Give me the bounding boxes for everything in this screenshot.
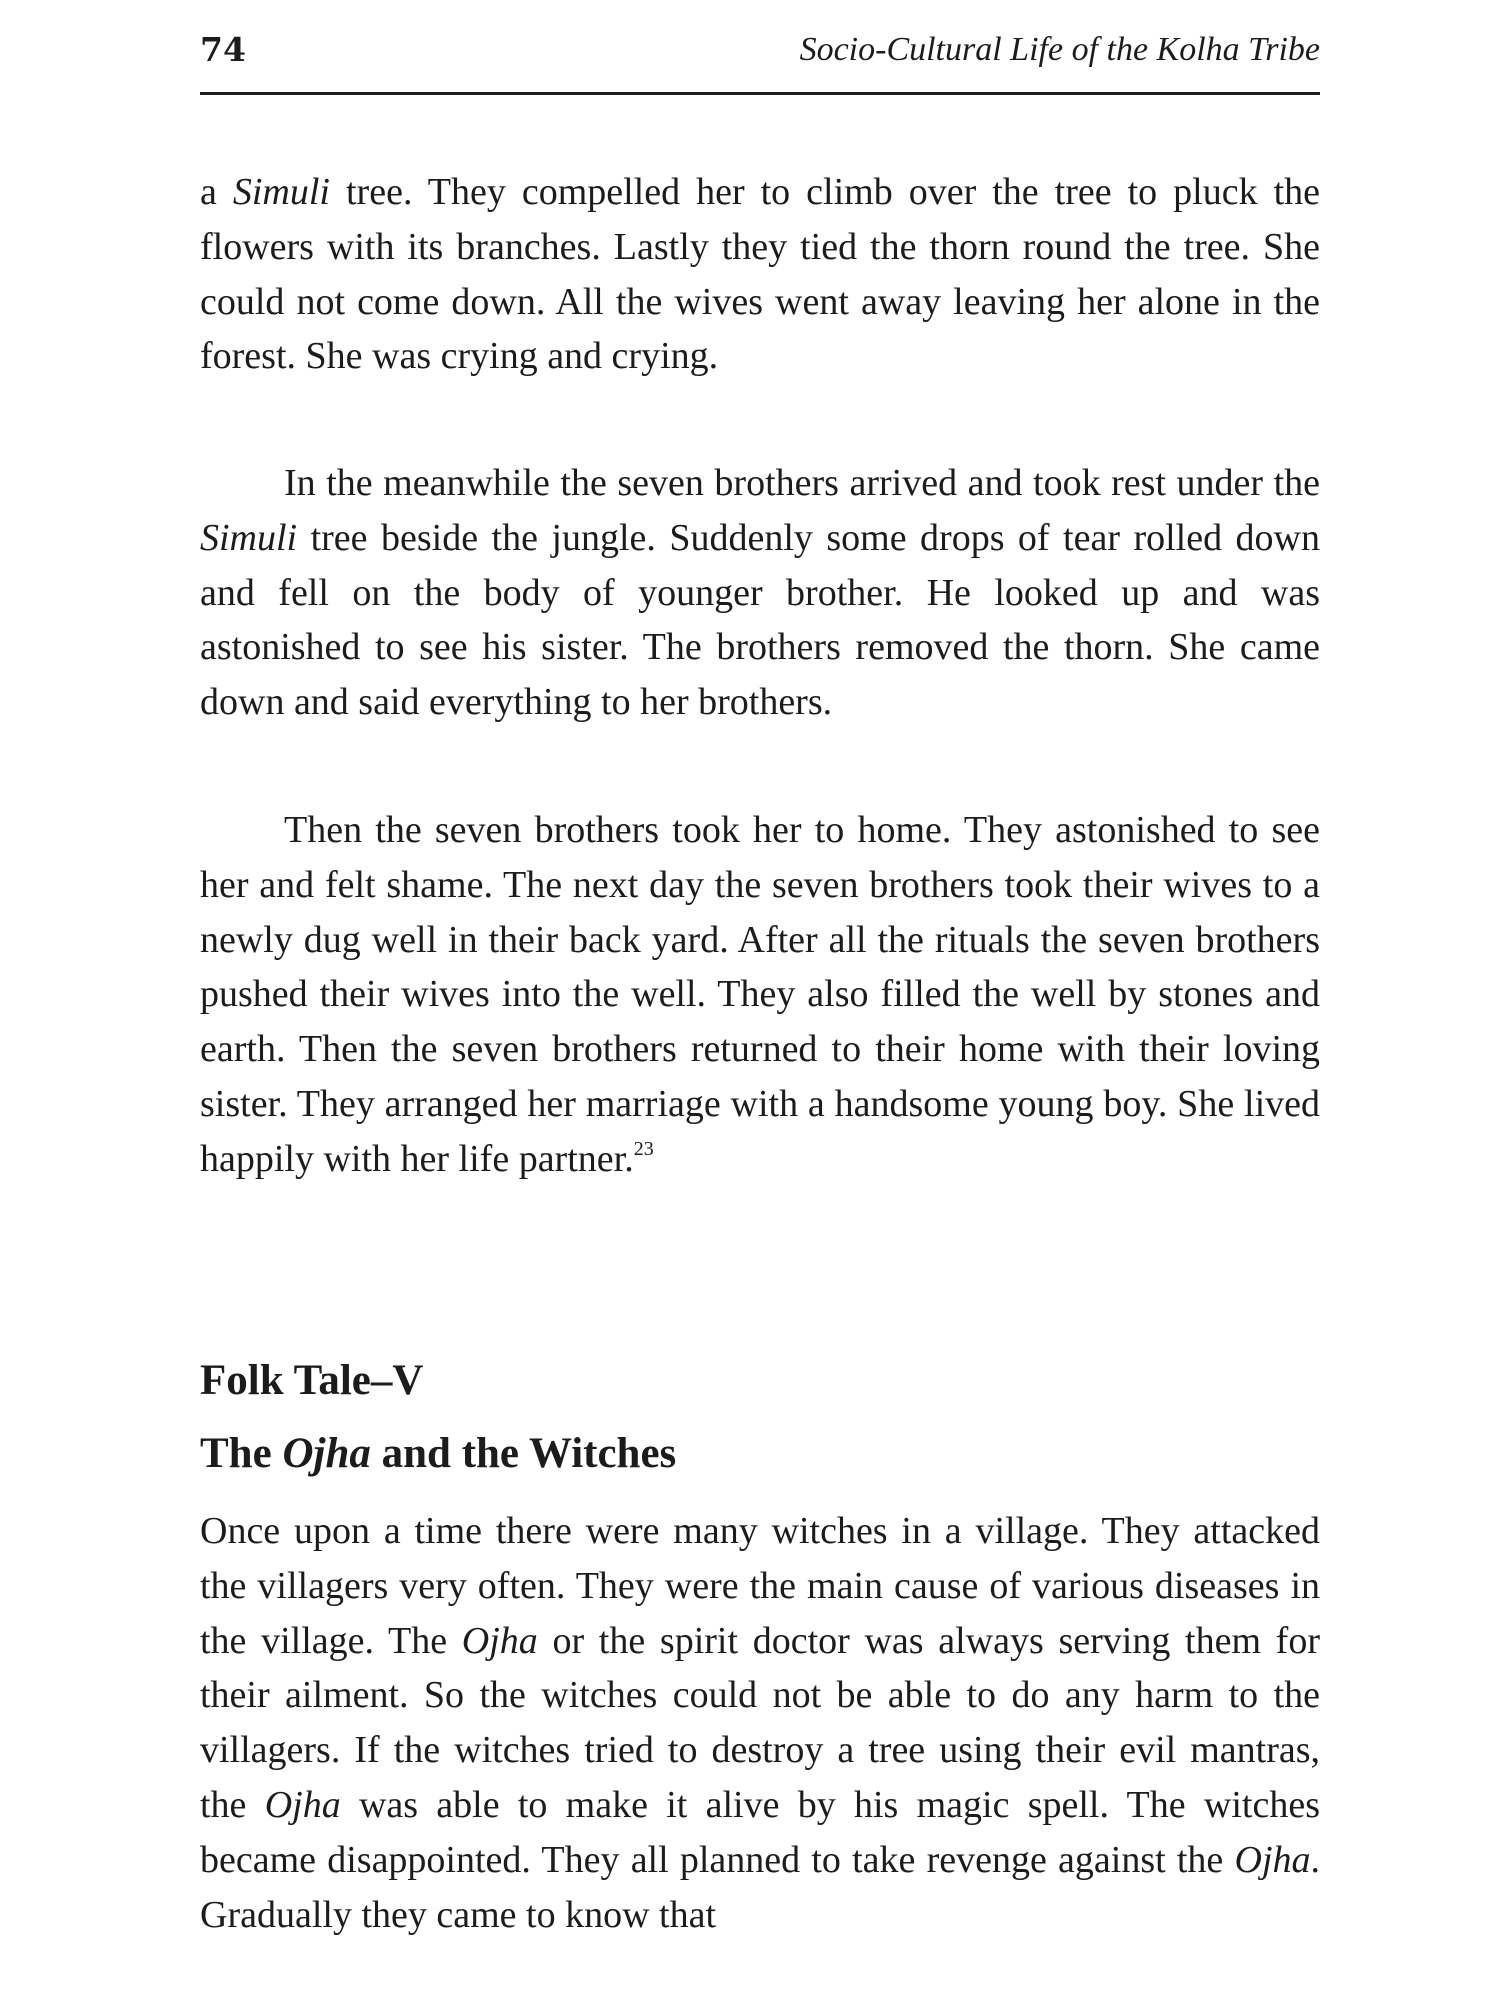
italic-term: Simuli bbox=[232, 171, 330, 213]
text-run: Then the seven brothers took her to home. They astonished to see her and felt shame. The next day the seven brothers took their wives to a newly dug well in their back yard. After all the rituals the seven brothers pushed their wives into the well. They also filled the well by stones and earth. Then the seven brothers returned to their home with their loving sister. They arranged her marriage with a handsome young boy. She lived happily with her life partner. bbox=[200, 809, 1320, 1180]
paragraph-3 bbox=[200, 803, 1320, 1187]
story-title bbox=[200, 1427, 676, 1481]
running-title: Socio-Cultural Life of the Kolha Tribe bbox=[799, 31, 1320, 68]
text-run: or the spirit doctor was always serving them for their ailment. So the witches could not be able to do any harm to the villagers. If the witches tried to destroy a tree using their evil mantras, the bbox=[200, 1619, 1320, 1826]
text-run: and the Witches bbox=[370, 1430, 677, 1477]
header-rule bbox=[200, 92, 1320, 95]
text-run: was able to make it alive by his magic spell. The witches became disappointed. They all planned to take revenge against the bbox=[200, 1783, 1320, 1881]
text-run: . Gradually they came to know that bbox=[200, 1838, 1320, 1936]
text-run: The bbox=[200, 1430, 283, 1477]
page-number: 74 bbox=[200, 30, 246, 69]
text-run: tree. They compelled her to climb over the tree to pluck the flowers with its branches. Lastly they tied the thorn round the tree. She could not come down. All the wives went away leaving her alone in the forest. She was crying and crying. bbox=[200, 171, 1320, 378]
italic-term: Simuli bbox=[200, 516, 298, 559]
text-run: a bbox=[200, 171, 233, 213]
italic-term: Ojha bbox=[461, 1619, 538, 1662]
footnote-marker: 23 bbox=[633, 1137, 654, 1160]
running-header bbox=[200, 30, 1320, 90]
paragraph-4 bbox=[200, 1504, 1320, 1942]
text-run: tree beside the jungle. Suddenly some drops of tear rolled down and fell on the body of younger brother. He looked up and was astonished to see his sister. The brothers removed the thorn. She came down and said everything to her brothers. bbox=[200, 516, 1320, 724]
text-run: In the meanwhile the seven brothers arrived and took rest under the bbox=[284, 462, 1320, 504]
italic-term: Ojha bbox=[282, 1430, 371, 1477]
section-heading: Folk Tale–V bbox=[200, 1357, 424, 1404]
paragraph-1 bbox=[200, 165, 1320, 384]
paragraph-2 bbox=[200, 456, 1320, 730]
italic-term: Ojha bbox=[1234, 1838, 1311, 1881]
italic-term: Ojha bbox=[264, 1783, 341, 1826]
text-run: Once upon a time there were many witches in a village. They attacked the villagers very often. They were the main cause of various diseases in the village. The bbox=[200, 1510, 1320, 1662]
